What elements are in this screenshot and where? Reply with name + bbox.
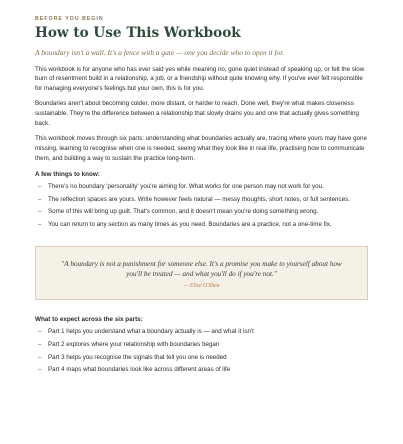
quote-attribution: — Elise O'Shea — [183, 283, 220, 290]
dash-icon: – — [38, 195, 42, 203]
list-item — [35, 365, 368, 375]
list-item-text: Part 3 helps you recognise the signals that tell you one is needed — [48, 353, 227, 361]
list-item-text: The reflection spaces are yours. Write however feels natural — messy thoughts, short notes, or full sentences. — [48, 195, 350, 203]
list-item-text: You can return to any section as many times as you need. Boundaries are a practice, not a one-time fix. — [48, 220, 332, 228]
expect-list — [35, 327, 368, 374]
dash-icon: – — [38, 183, 42, 191]
page-title: How to Use This Workbook — [35, 25, 241, 41]
list-item — [35, 327, 368, 337]
quote-text: "A boundary is not a punishment for someone else. It's a promise you make to yourself about how you'll be treated — and what you'll do if you're not." — [61, 259, 342, 278]
intro-paragraph: This workbook is for anyone who has ever said yes while meaning no, gone quiet instead of speaking up, or felt the slow burn of resentment build in a relationship, a job, or a friendship without quite knowing why. If you've ever felt responsible for managing everyone's feelings but your own, this is for you. — [35, 65, 365, 92]
list-item-text: Part 2 explores where your relationship with boundaries began — [48, 341, 220, 349]
things-list — [35, 182, 368, 229]
dash-icon: – — [38, 220, 42, 228]
dash-icon: – — [38, 353, 42, 361]
expect-heading: What to expect across the six parts: — [35, 316, 143, 324]
dash-icon: – — [38, 366, 42, 374]
list-item-text: Some of this will bring up guilt. That's common, and it doesn't mean you're doing something wrong. — [48, 208, 319, 216]
pull-quote — [35, 246, 368, 301]
list-item-text: There's no boundary 'personality' you're aiming for. What works for one person may not work for you. — [48, 183, 324, 191]
list-item — [35, 353, 368, 363]
intro-paragraph: This workbook moves through six parts: understanding what boundaries actually are, tracing where yours may have gone missing, learning to recognise when one is needed, seeing what they look like in real life, practising how to communicate them, and building a way to sustain the practice long-term. — [35, 135, 367, 162]
tagline: A boundary isn't a wall. It's a fence with a gate — one you decide who to open it for. — [35, 47, 285, 57]
dash-icon: – — [38, 208, 42, 216]
dash-icon: – — [38, 328, 42, 336]
list-item-text: Part 4 maps what boundaries look like across different areas of life — [48, 366, 231, 374]
list-item — [35, 182, 368, 192]
list-item — [35, 340, 368, 350]
things-heading: A few things to know: — [35, 171, 100, 179]
intro-paragraph: Boundaries aren't about becoming colder, more distant, or harder to reach. Done well, they're what makes closeness sustainable. They're the difference between a relationship that slowly drains you and one that actually gives something back. — [35, 100, 359, 127]
section-eyebrow: BEFORE YOU BEGIN — [35, 16, 104, 22]
dash-icon: – — [38, 341, 42, 349]
list-item — [35, 195, 368, 205]
list-item — [35, 220, 368, 230]
list-item — [35, 207, 368, 217]
list-item-text: Part 1 helps you understand what a boundary actually is — and what it isn't — [48, 328, 254, 336]
